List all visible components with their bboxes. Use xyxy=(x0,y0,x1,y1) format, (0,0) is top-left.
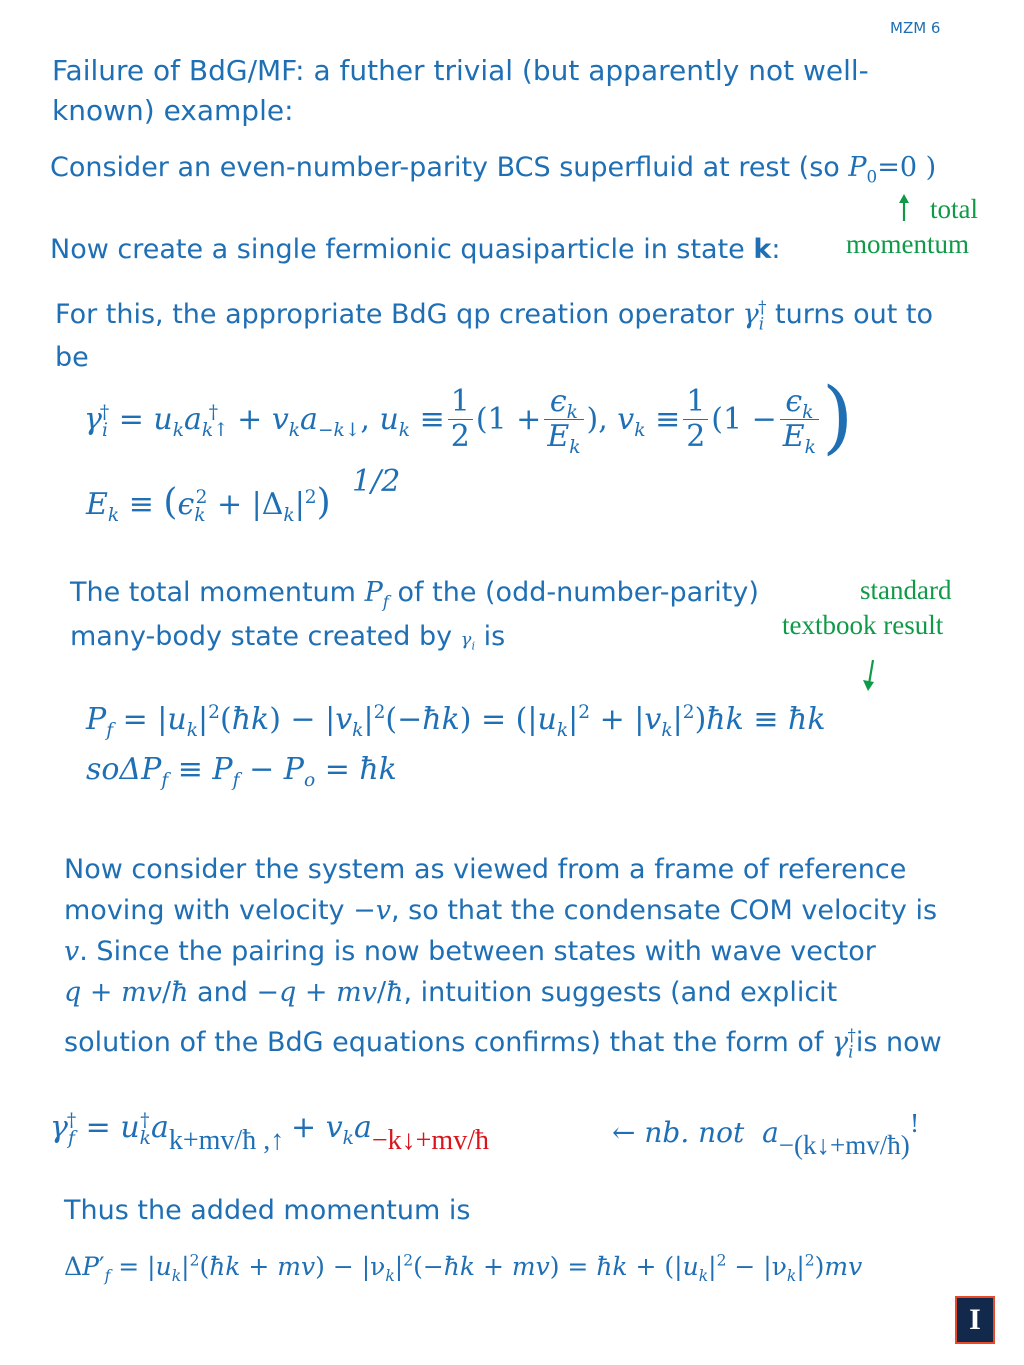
arrow-up-icon xyxy=(896,194,912,222)
energy-equation: $E_k \equiv (\epsilon_k^2 + |\Delta_k|^2)$ xyxy=(86,482,331,526)
title-line-2: known) example: xyxy=(52,94,294,127)
v-symbol: v xyxy=(64,936,80,967)
slide-label: MZM 6 xyxy=(890,19,941,37)
title-line-1: Failure of BdG/MF: a futher trivial (but apparently not well- xyxy=(52,54,869,87)
total-momentum-text1: The total momentum xyxy=(70,577,365,608)
for-this-text: For this, the appropriate BdG qp creation operator xyxy=(55,299,743,330)
para-line-4 xyxy=(64,972,837,1014)
para-line-5b: is now xyxy=(855,1027,942,1058)
para-line-2a: moving with velocity xyxy=(64,895,354,926)
gamma-dagger-symbol: $\gamma_i^\dagger$ xyxy=(742,297,767,334)
consider-line xyxy=(50,147,936,189)
para-line-5a: solution of the BdG equations confirms) that the form of xyxy=(64,1027,832,1058)
create-line xyxy=(50,229,780,271)
para-line-2b: , so that the condensate COM velocity is xyxy=(391,895,938,926)
half-power: 1/2 xyxy=(352,464,401,499)
pf-symbol: $P_f$ xyxy=(364,577,389,612)
p0-symbol: $P_0$ xyxy=(848,152,878,187)
many-body-line xyxy=(70,616,505,661)
minus-v-symbol: −v xyxy=(353,895,391,926)
illinois-logo: I xyxy=(955,1296,995,1344)
para-line-3-text: . Since the pairing is now between states with wave vector xyxy=(79,936,876,967)
q-plus-mv-symbol: q + mv/ħ xyxy=(64,977,189,1008)
para-line-2 xyxy=(64,890,937,932)
turns-out-text: turns out to xyxy=(766,299,934,330)
gamma-symbol: $\gamma_i$ xyxy=(460,629,476,653)
for-this-line xyxy=(55,294,933,336)
thus-text: Thus the added momentum is xyxy=(64,1195,471,1226)
para-line-4b: , intuition suggests (and explicit xyxy=(403,977,838,1008)
bdg-operator-equation: $\gamma_i^\dagger = u_ka_{k↑}^\dagger + v_ka_{-k↓}$, $u_k$ ≡ $\frac{1}{2}$ (1 + $\frac{\epsilon_k}{E_k}$ ), $v_k$ ≡ $\frac{1}{2}$ (1 − $\frac{\epsilon_k}{E_k}$ ) xyxy=(84,369,854,463)
nb-text: ← nb. not xyxy=(612,1116,754,1149)
total-label: total xyxy=(930,194,978,224)
total-momentum-line xyxy=(70,572,759,614)
arrow-down-icon xyxy=(860,658,880,692)
para-line-5 xyxy=(64,1022,942,1064)
pf-equation: $P_f$ = $|u_k|^2(ħk)$ − $|v_k|^2(-ħk) = (|u_k|^2$ + $|v_k|^2)ħk$ ≡ ħk xyxy=(86,702,826,741)
added-momentum-equation: $\Delta P'_f$ = $|u_k|^2(ħk + mv)$ − $|\nu_k|^2(-ħk + mv)$ = ħk + $(|u_k|^2 - |\nu_k|^2)mv$ xyxy=(64,1251,863,1285)
para-line-3 xyxy=(64,931,876,973)
para-line-4a: and xyxy=(188,977,257,1008)
gamma-f-equation: $\gamma_f^\dagger$ = $u_kak+mv/ħ$ ,↑† + $v_ka-k↓+mv/ħ$ xyxy=(50,1110,489,1156)
standard-label: standard xyxy=(860,575,952,605)
create-colon: : xyxy=(771,234,781,265)
create-text: Now create a single fermionic quasiparticle in state xyxy=(50,234,754,265)
minus-q-plus-mv-symbol: −q + mv/ħ xyxy=(256,977,404,1008)
state-k: k xyxy=(753,234,772,265)
gamma-dagger-symbol-2: $\gamma_i^\dagger$ xyxy=(831,1025,856,1062)
para-line-1: Now consider the system as viewed from a frame of reference xyxy=(64,854,907,885)
consider-text: Consider an even-number-parity BCS superfluid at rest (so xyxy=(50,152,849,183)
nb-note: ← nb. not a−(k↓+mv/ħ)! xyxy=(612,1110,920,1160)
p0-equation: =0 ) xyxy=(877,152,937,183)
total-momentum-text2: of the (odd-number-parity) xyxy=(388,577,759,608)
many-body-text: many-body state created by xyxy=(70,621,461,652)
is-text: is xyxy=(475,621,506,652)
not-subscript: −(k↓+mv/ħ) xyxy=(778,1130,910,1160)
be-text: be xyxy=(55,342,89,373)
textbook-label: textbook result xyxy=(782,610,944,640)
red-subscript: −k↓+mv/ħ xyxy=(371,1125,489,1156)
momentum-label: momentum xyxy=(846,229,969,259)
delta-pf-equation: $so\Delta P_f \equiv P_f - P_o$ = ħk xyxy=(86,752,397,791)
